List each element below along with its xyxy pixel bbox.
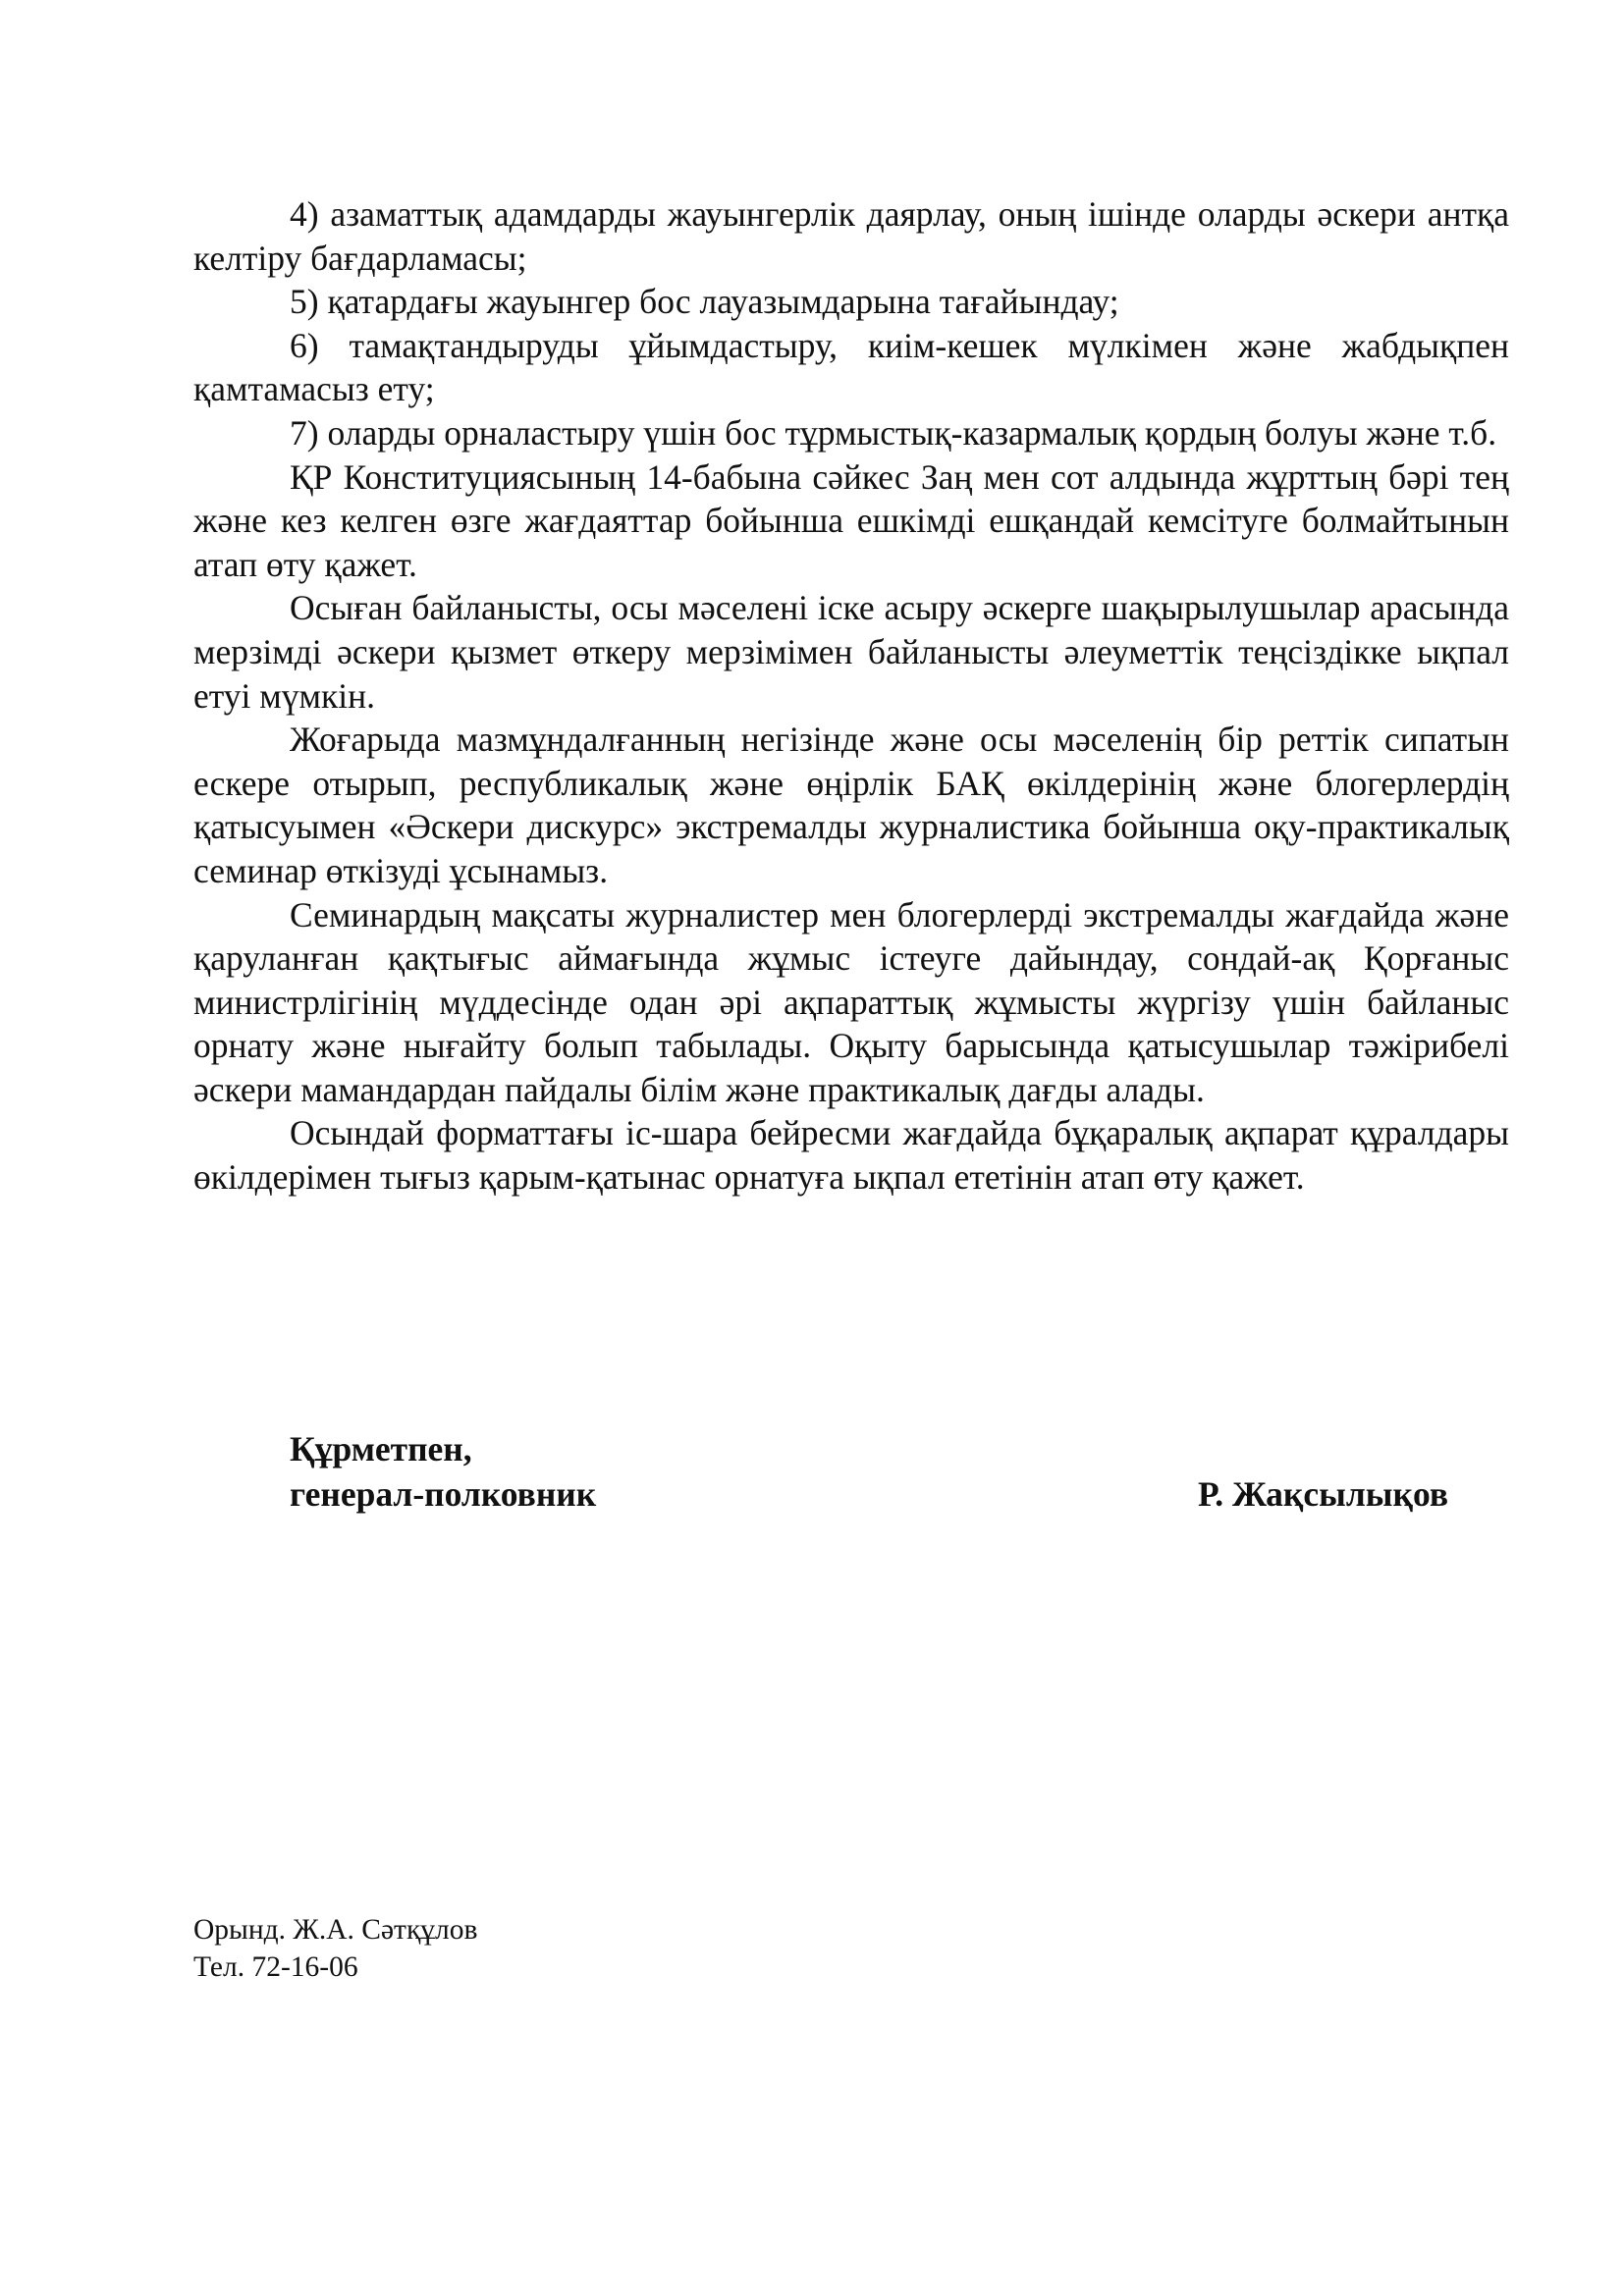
executor-phone: Тел. 72-16-06 (193, 1951, 358, 1983)
executor-name: Орынд. Ж.А. Сәтқұлов (193, 1914, 478, 1946)
paragraph-constitution: ҚР Конституциясының 14-бабына сәйкес Заң мен сот алдында жұрттың бәрі тең және кез келген өзге жағдаяттар бойынша ешкімді ешқандай кемсітуге болмайтынын атап өту қажет. (193, 456, 1509, 584)
signature-block (290, 1426, 1448, 1517)
paragraph-item-5: 5) қатардағы жауынгер бос лауазымдарына тағайындау; (290, 282, 1119, 322)
paragraph-conclusion: Осындай форматтағы іс-шара бейресми жағдайда бұқаралық ақпарат құралдары өкілдерімен тығыз қарым-қатынас орнатуға ықпал ететінін атап өту қажет. (193, 1113, 1509, 1198)
paragraph-seminar-goal: Семинардың мақсаты журналистер мен блогерлерді экстремалды жағдайда және қаруланған қақтығыс аймағында жұмыс істеуге дайындау, сондай-ақ Қорғаныс министрлігінің мүддесінде одан әрі ақпараттық жұмысты жүргізу үшін байланыс орнату және нығайту болып табылады. Оқыту барысында қатысушылар тәжірибелі әскери мамандардан пайдалы білім және практикалық дағды алады. (193, 894, 1509, 1109)
paragraph-seminar-proposal: Жоғарыда мазмұндалғанның негізінде және осы мәселенің бір реттік сипатын ескере отырып, республикалық және өңірлік БАҚ өкілдерінің және блогерлердің қатысуымен «Әскери дискурс» экстремалды журналистика бойынша оқу-практикалық семинар өткізуді ұсынамыз. (193, 720, 1509, 890)
paragraph-social-inequality: Осыған байланысты, осы мәселені іске асыру әскерге шақырылушылар арасында мерзімді әскери қызмет өткеру мерзімімен байланысты әлеуметтік теңсіздікке ықпал етуі мүмкін. (193, 588, 1509, 716)
executor-footer (193, 1911, 477, 1986)
paragraph-item-4: 4) азаматтық адамдарды жауынгерлік даярлау, оның ішінде оларды әскери антқа келтіру бағдарламасы; (193, 194, 1509, 278)
signature-closing: Құрметпен, (290, 1429, 472, 1468)
paragraph-item-6: 6) тамақтандыруды ұйымдастыру, киім-кешек мүлкімен және жабдықпен қамтамасыз ету; (193, 325, 1509, 409)
letter-body (193, 192, 1509, 1200)
signature-name: Р. Жақсылықов (1197, 1474, 1448, 1514)
paragraph-item-7: 7) оларды орналастыру үшін бос тұрмыстық-казармалық қордың болуы және т.б. (290, 412, 1497, 453)
signature-rank: генерал-полковник (290, 1474, 597, 1514)
